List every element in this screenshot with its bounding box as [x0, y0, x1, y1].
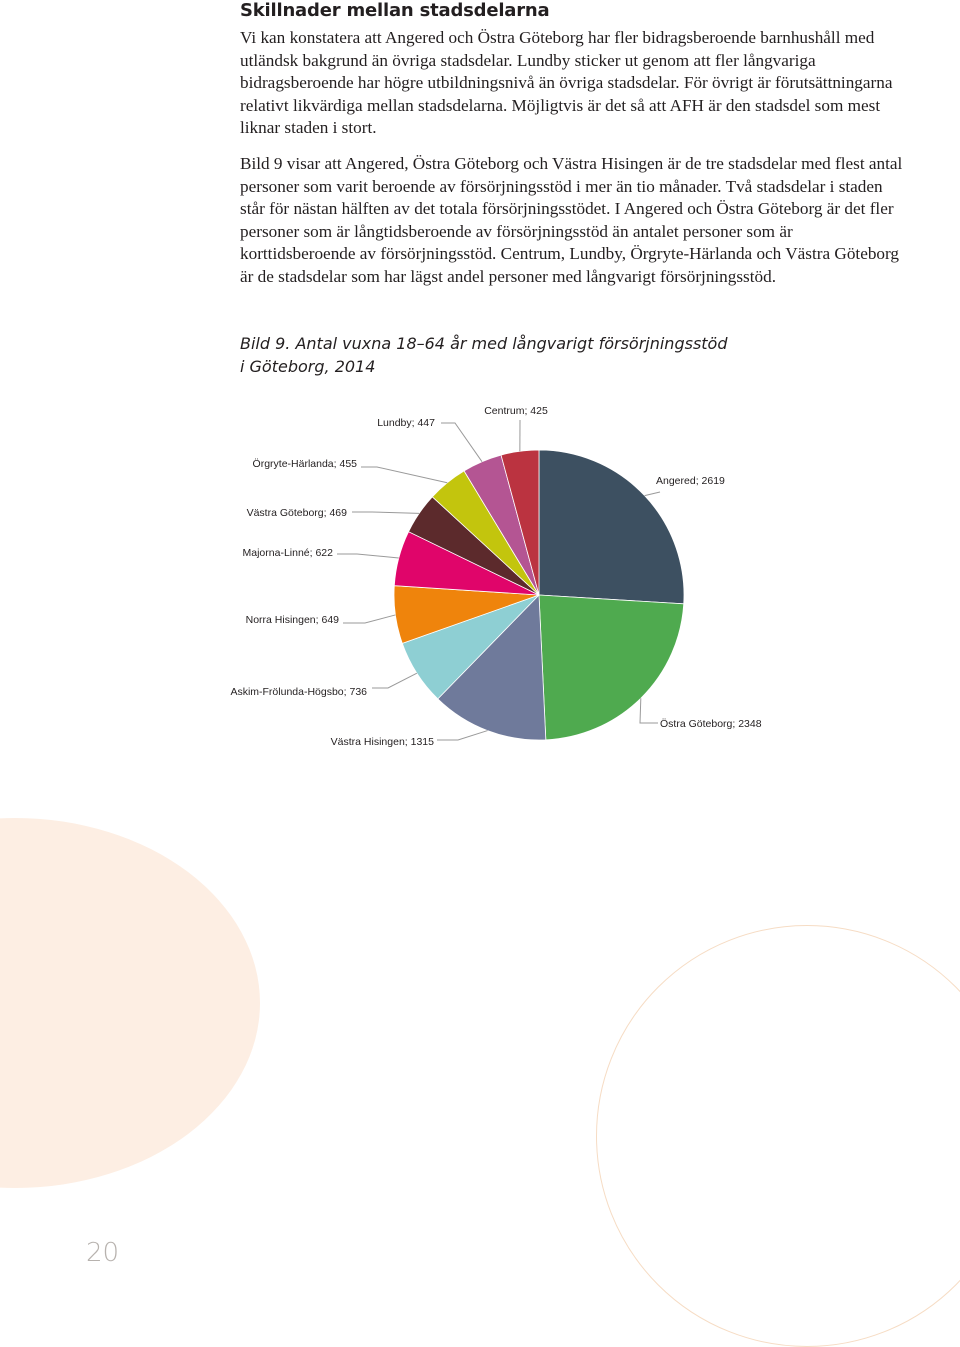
- leader-line: [372, 673, 417, 688]
- leader-line: [645, 492, 660, 496]
- slice-label: Lundby; 447: [377, 417, 435, 429]
- slice-label: Västra Hisingen; 1315: [331, 736, 434, 748]
- leader-line: [441, 423, 482, 462]
- leader-line: [337, 554, 399, 558]
- decorative-circle-outline: [596, 925, 960, 1347]
- pie-slice-angered: [539, 450, 684, 604]
- leader-line: [437, 731, 488, 740]
- page-number: 20: [86, 1238, 119, 1268]
- slice-label: Östra Göteborg; 2348: [660, 718, 762, 730]
- decorative-circle-large: [0, 818, 260, 1188]
- body-paragraph-1: Vi kan konstatera att Angered och Östra Göteborg har fler bidragsberoende barnhushåll med utländsk bakgrund än övriga stadsdelar. Lundby sticker ut genom att fler långvariga bidragsberoende har högre utbildningsnivå än övriga stadsdelar. För övrigt är förutsättningarna relativt likvärdiga mellan stadsdelarna. Möjligtvis är det så att AFH är den stadsdel som mest liknar staden i stort.: [240, 27, 906, 140]
- leader-line: [343, 615, 395, 623]
- slice-label: Askim-Frölunda-Högsbo; 736: [230, 686, 367, 698]
- leader-line: [640, 698, 658, 723]
- slice-label: Centrum; 425: [484, 405, 548, 417]
- figure-caption-line-1: Bild 9. Antal vuxna 18–64 år med långvarigt försörjningsstöd: [240, 334, 920, 353]
- figure-caption-line-2: i Göteborg, 2014: [240, 357, 920, 376]
- body-paragraph-2: Bild 9 visar att Angered, Östra Göteborg och Västra Hisingen är de tre stadsdelar med flest antal personer som varit beroende av försörjningsstöd i mer än tio månader. Två stadsdelar i staden står för nästan hälften av det totala försörjningsstödet. I Angered och Östra Göteborg är det fler personer som är långtidsberoende av försörjningsstöd än antalet personer som är korttidsberoende av försörjningsstöd. Centrum, Lundby, Örgryte-Härlanda och Västra Göteborg är de stadsdelar som har lägst andel personer med långvarigt försörjningsstöd.: [240, 153, 906, 288]
- slice-label: Majorna-Linné; 622: [243, 547, 334, 559]
- section-heading: Skillnader mellan stadsdelarna: [240, 0, 920, 21]
- slice-label: Örgryte-Härlanda; 455: [253, 458, 358, 470]
- slice-label: Angered; 2619: [656, 475, 725, 487]
- leader-line: [352, 512, 419, 513]
- slice-label: Västra Göteborg; 469: [247, 507, 348, 519]
- leader-line: [361, 467, 447, 483]
- slice-label: Norra Hisingen; 649: [246, 614, 340, 626]
